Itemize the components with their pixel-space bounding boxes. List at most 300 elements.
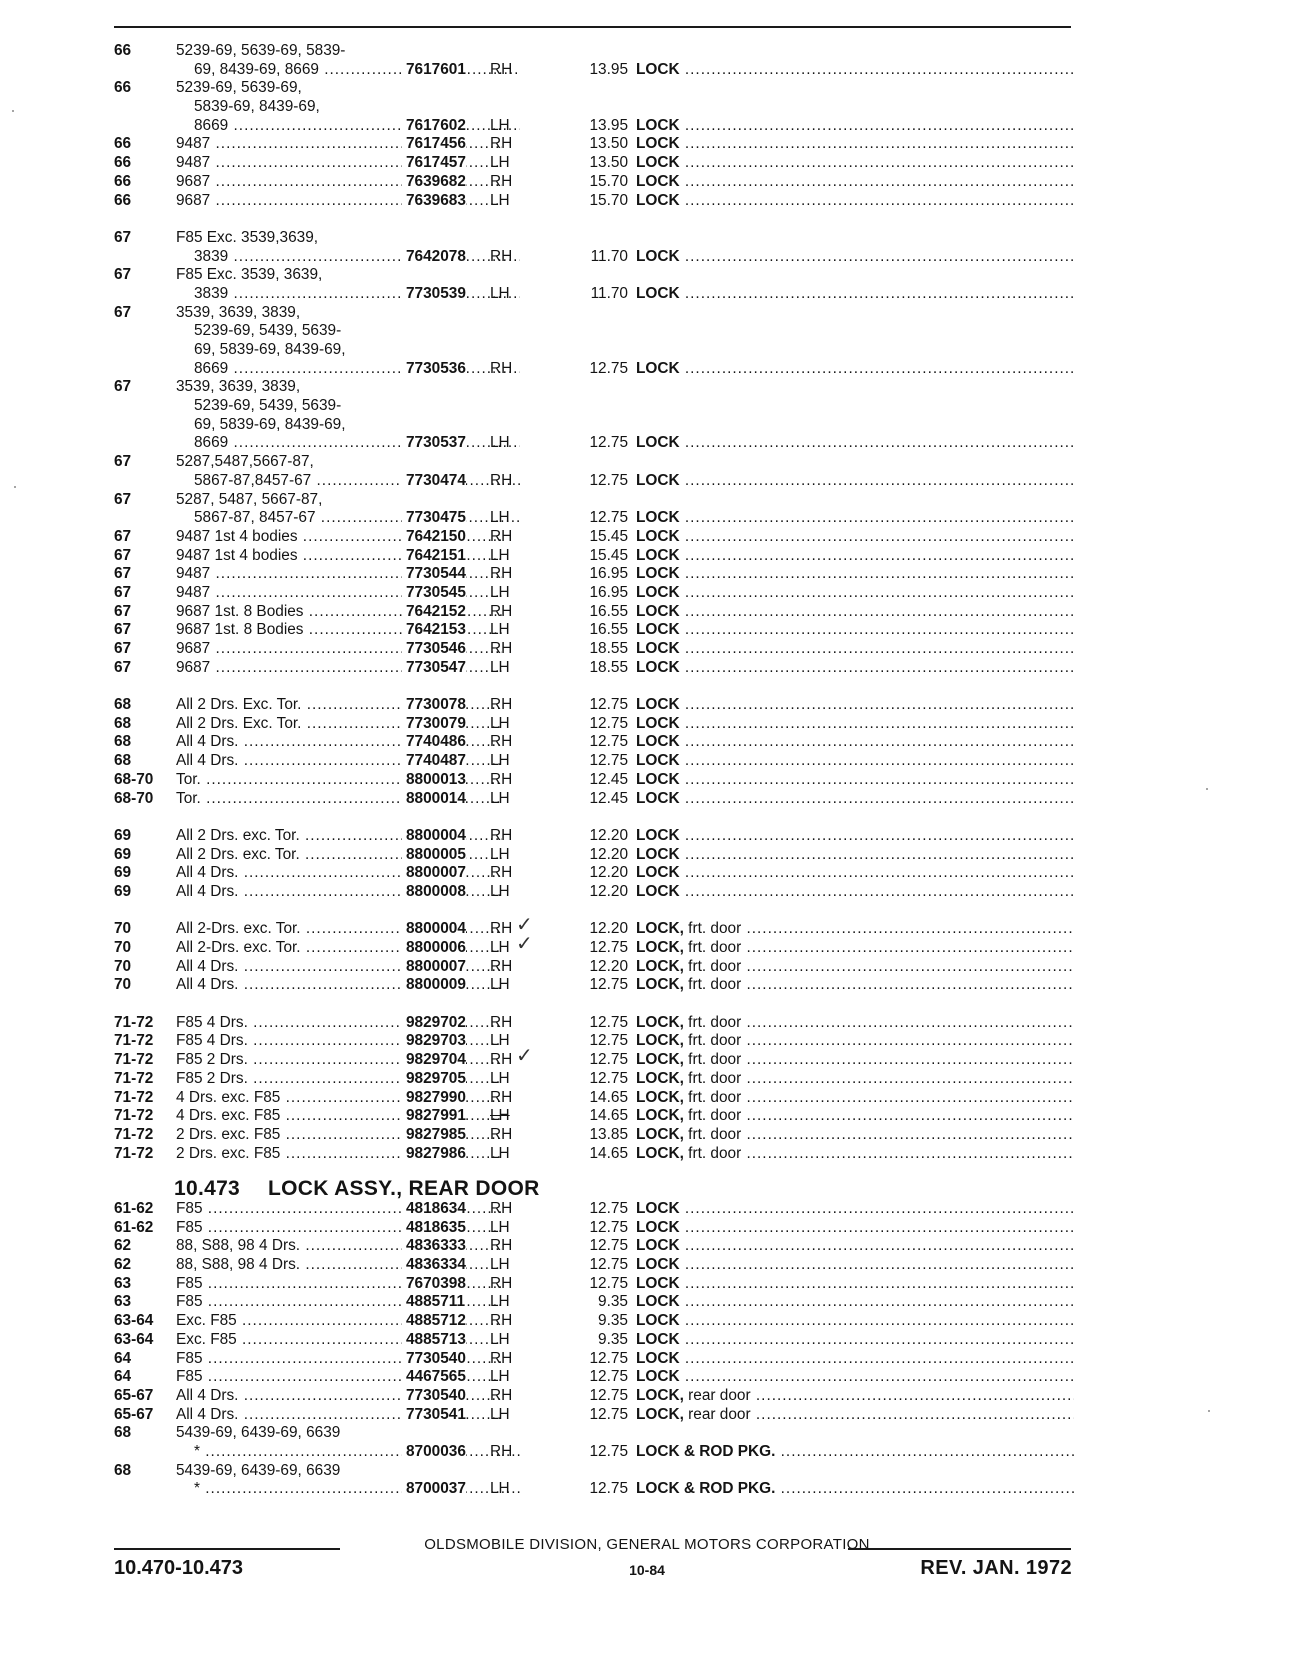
list-price: 12.75 (589, 1051, 628, 1069)
body-description: 8669 ..... (194, 360, 520, 379)
model-year: 66 (114, 42, 132, 59)
list-price: 12.75 (589, 1069, 628, 1087)
part-name (636, 173, 1074, 192)
body-description: 3539, 3639, 3839, (176, 378, 301, 396)
table-row (114, 659, 1074, 678)
part-number: 8800004 (402, 827, 466, 846)
list-price: 12.75 (589, 976, 628, 994)
model-year: 71-72 (114, 1069, 154, 1087)
side-indicator: LH (490, 939, 510, 956)
part-name-keyword: LOCK (636, 621, 680, 639)
body-description: Tor. ..... (176, 771, 502, 790)
row-gap (114, 808, 1074, 827)
table-row (114, 621, 1074, 640)
part-name-keyword: LOCK (636, 658, 680, 676)
part-name (636, 1089, 1074, 1108)
part-number: 7617457 (402, 154, 466, 173)
part-name-keyword: LOCK (636, 1200, 680, 1217)
side-indicator: LH (490, 1368, 510, 1386)
part-name (636, 565, 1074, 584)
part-name-keyword: LOCK, (636, 1051, 684, 1069)
list-price: 9.35 (598, 1330, 628, 1348)
section-title: LOCK ASSY., REAR DOOR (268, 1177, 540, 1200)
list-price: 12.75 (589, 733, 628, 751)
table-row (114, 154, 1074, 173)
table-row-continuation (114, 229, 1074, 248)
part-name-keyword: LOCK, (636, 1088, 684, 1106)
list-price: 14.65 (589, 1107, 628, 1125)
body-description: 9687 ..... (176, 640, 502, 659)
table-row (114, 1145, 1074, 1164)
table-row (114, 135, 1074, 154)
list-price: 12.75 (589, 1349, 628, 1367)
part-name (636, 1350, 1074, 1369)
part-name-keyword: LOCK (636, 1368, 680, 1386)
body-description: F85 ..... (176, 1350, 502, 1369)
list-price: 12.75 (589, 434, 628, 452)
model-year: 61-62 (114, 1218, 154, 1236)
part-name (636, 584, 1074, 603)
list-price: 14.65 (589, 1144, 628, 1162)
table-row (114, 696, 1074, 715)
side-indicator: LH (490, 1293, 510, 1311)
row-gap (114, 902, 1074, 921)
part-name (636, 192, 1074, 211)
list-price: 12.20 (589, 864, 628, 882)
table-row-continuation (114, 397, 1074, 416)
table-row (114, 1045, 1074, 1070)
table-row (114, 248, 1074, 267)
part-name (636, 547, 1074, 566)
body-description: All 4 Drs. ..... (176, 883, 502, 902)
body-description: All 2-Drs. exc. Tor. ..... (176, 920, 502, 939)
model-year: 69 (114, 864, 132, 882)
table-row-continuation (114, 1462, 1074, 1481)
side-indicator: RH (490, 826, 513, 844)
body-description: F85 ..... (176, 1368, 502, 1387)
check-mark-icon: ✓ (516, 933, 533, 955)
part-name-note: frt. door (683, 1051, 742, 1069)
table-row (114, 565, 1074, 584)
part-name-keyword: LOCK, (636, 1069, 684, 1087)
part-name-keyword: LOCK & ROD PKG. (636, 1480, 776, 1498)
part-name (636, 621, 1074, 640)
table-row (114, 1070, 1074, 1089)
list-price: 12.20 (589, 920, 628, 938)
list-price: 12.75 (589, 696, 628, 714)
part-name (636, 1237, 1074, 1256)
list-price: 11.70 (590, 284, 628, 302)
side-indicator: LH (490, 191, 510, 209)
part-name (636, 135, 1074, 154)
body-description: 9487 ..... (176, 565, 502, 584)
body-description: 5239-69, 5439, 5639- (194, 322, 342, 340)
side-indicator: RH (490, 1013, 513, 1031)
model-year: 70 (114, 976, 132, 994)
body-description: 5239-69, 5439, 5639- (194, 397, 342, 415)
body-description: 5439-69, 6439-69, 6639 (176, 1424, 341, 1442)
model-year: 71-72 (114, 1144, 154, 1162)
list-price: 12.75 (589, 509, 628, 527)
list-price: 12.75 (589, 1480, 628, 1498)
body-description: * ..... (194, 1480, 520, 1499)
table-row (114, 117, 1074, 136)
part-name-keyword: LOCK & ROD PKG. (636, 1442, 776, 1460)
table-row (114, 715, 1074, 734)
table-row (114, 173, 1074, 192)
side-indicator: LH (490, 1405, 510, 1423)
table-row-continuation (114, 453, 1074, 472)
body-description: All 4 Drs. ..... (176, 733, 502, 752)
body-description: 8669 ..... (194, 434, 520, 453)
body-description: F85 ..... (176, 1219, 502, 1238)
body-description: 3839 ..... (194, 285, 520, 304)
part-name-note: frt. door (683, 976, 742, 994)
part-name-keyword: LOCK (636, 284, 680, 302)
part-number: 8800004 (402, 920, 466, 939)
part-name (636, 1107, 1074, 1126)
part-number: 8700037 (402, 1480, 466, 1499)
table-row (114, 547, 1074, 566)
part-name (636, 827, 1074, 846)
side-indicator: RH (490, 1051, 513, 1069)
part-name (636, 1368, 1074, 1387)
list-price: 9.35 (598, 1293, 628, 1311)
part-number: 7730544 (402, 565, 466, 584)
body-description: 8669 ..... (194, 117, 520, 136)
part-name-note: frt. door (683, 1107, 742, 1125)
side-indicator: RH (490, 640, 513, 657)
part-name (636, 1256, 1074, 1275)
table-row-continuation (114, 416, 1074, 435)
model-year: 67 (114, 658, 132, 676)
list-price: 12.75 (589, 1218, 628, 1236)
side-indicator: RH (490, 920, 513, 938)
body-description: 2 Drs. exc. F85 ..... (176, 1126, 502, 1145)
body-description: 5239-69, 5639-69, 5839- (176, 42, 346, 59)
part-name-keyword: LOCK (636, 602, 680, 620)
table-row (114, 1089, 1074, 1108)
list-price: 15.70 (589, 172, 628, 190)
list-price: 16.55 (589, 621, 628, 639)
list-price: 14.65 (589, 1088, 628, 1106)
part-number: 9829704 (402, 1051, 466, 1070)
model-year: 67 (114, 453, 132, 471)
list-price: 12.20 (589, 826, 628, 844)
model-year: 62 (114, 1256, 132, 1274)
part-number: 7730540 (402, 1387, 466, 1406)
table-row (114, 976, 1074, 995)
part-name (636, 696, 1074, 715)
part-name-keyword: LOCK (636, 1293, 680, 1311)
part-name (636, 733, 1074, 752)
table-row (114, 1293, 1074, 1312)
part-number: 8800013 (402, 771, 466, 790)
list-price: 12.20 (589, 882, 628, 900)
model-year: 68 (114, 1424, 132, 1442)
body-description: 69, 5839-69, 8439-69, (194, 341, 346, 358)
side-indicator: LH (490, 154, 510, 172)
part-number: 7639683 (402, 192, 466, 211)
table-row-continuation (114, 378, 1074, 397)
part-number: 8800005 (402, 846, 466, 865)
part-name-note: rear door (683, 1405, 751, 1423)
model-year: 71-72 (114, 1107, 154, 1125)
model-year: 63 (114, 1274, 132, 1292)
list-price: 12.75 (589, 1256, 628, 1274)
model-year: 69 (114, 845, 132, 863)
side-indicator: LH (490, 845, 510, 863)
part-name (636, 1200, 1074, 1219)
table-row (114, 1275, 1074, 1294)
body-description: F85 4 Drs. ..... (176, 1014, 502, 1033)
part-name-note: frt. door (683, 920, 742, 938)
part-number: 9827990 (402, 1089, 466, 1108)
table-row (114, 509, 1074, 528)
list-price: 12.75 (589, 1032, 628, 1050)
body-description: F85 4 Drs. ..... (176, 1032, 502, 1051)
list-price: 12.75 (589, 752, 628, 770)
table-row (114, 584, 1074, 603)
model-year: 68 (114, 733, 132, 751)
side-indicator: RH (490, 527, 513, 545)
table-row (114, 790, 1074, 809)
table-row (114, 1219, 1074, 1238)
side-indicator: LH (490, 752, 510, 770)
part-name-keyword: LOCK (636, 471, 680, 489)
scan-speck (12, 110, 14, 112)
part-name (636, 976, 1074, 995)
part-number: 9827985 (402, 1126, 466, 1145)
table-row (114, 1014, 1074, 1033)
part-name (636, 1293, 1074, 1312)
table-row (114, 285, 1074, 304)
body-description: F85 ..... (176, 1275, 502, 1294)
part-name-keyword: LOCK (636, 1330, 680, 1348)
part-name (636, 640, 1074, 659)
part-name (636, 61, 1074, 80)
part-number: 8800007 (402, 864, 466, 883)
list-price: 12.75 (589, 1237, 628, 1255)
list-price: 12.75 (589, 714, 628, 732)
table-row (114, 1256, 1074, 1275)
table-row-continuation (114, 322, 1074, 341)
part-name-keyword: LOCK (636, 583, 680, 601)
part-name (636, 360, 1074, 379)
body-description: 9687 ..... (176, 659, 502, 678)
part-number: 9829703 (402, 1032, 466, 1051)
table-row (114, 1331, 1074, 1350)
part-name-note: frt. door (683, 1088, 742, 1106)
part-number: 7740486 (402, 733, 466, 752)
model-year: 71-72 (114, 1125, 154, 1143)
part-name (636, 715, 1074, 734)
top-rule (114, 26, 1071, 28)
model-year: 61-62 (114, 1200, 154, 1217)
side-indicator: LH (490, 1107, 510, 1125)
part-number: 7730545 (402, 584, 466, 603)
body-description: All 2 Drs. exc. Tor. ..... (176, 827, 502, 846)
row-gap (114, 677, 1074, 696)
part-name-keyword: LOCK (636, 116, 680, 134)
model-year: 71-72 (114, 1032, 154, 1050)
part-name-keyword: LOCK (636, 752, 680, 770)
part-number: 8700036 (402, 1443, 466, 1462)
part-number: 8800014 (402, 790, 466, 809)
part-number: 7730475 (402, 509, 466, 528)
model-year: 67 (114, 527, 132, 545)
model-year: 65-67 (114, 1405, 154, 1423)
side-indicator: RH (490, 864, 513, 882)
part-number: 7642151 (402, 547, 466, 566)
body-description: F85 Exc. 3539,3639, (176, 228, 319, 246)
part-name (636, 752, 1074, 771)
part-name-keyword: LOCK (636, 1256, 680, 1274)
list-price: 15.45 (589, 546, 628, 564)
table-row-continuation (114, 304, 1074, 323)
body-description: All 4 Drs. ..... (176, 1387, 502, 1406)
body-description: 2 Drs. exc. F85 ..... (176, 1145, 502, 1164)
part-name (636, 1032, 1074, 1051)
list-price: 12.20 (589, 957, 628, 975)
table-row (114, 958, 1074, 977)
model-year: 67 (114, 602, 132, 620)
model-year: 70 (114, 920, 132, 938)
part-number: 4818634 (402, 1200, 466, 1219)
table-row (114, 61, 1074, 80)
part-number: 9827986 (402, 1145, 466, 1164)
body-description: 88, S88, 98 4 Drs. ..... (176, 1237, 502, 1256)
part-name-keyword: LOCK, (636, 1013, 684, 1031)
table-row-continuation (114, 1424, 1074, 1443)
part-name-keyword: LOCK (636, 509, 680, 527)
side-indicator: LH (490, 621, 510, 639)
side-indicator: RH (490, 1200, 513, 1217)
part-number: 7730079 (402, 715, 466, 734)
body-description: F85 2 Drs. ..... (176, 1070, 502, 1089)
body-description: 5867-87, 8457-67 ..... (194, 509, 520, 528)
table-row-continuation (114, 79, 1074, 98)
part-number: 9829705 (402, 1070, 466, 1089)
table-row (114, 360, 1074, 379)
model-year: 68-70 (114, 789, 154, 807)
part-name-keyword: LOCK (636, 845, 680, 863)
body-description: F85 2 Drs. ..... (176, 1051, 502, 1070)
table-row (114, 1406, 1074, 1425)
part-name-keyword: LOCK (636, 1218, 680, 1236)
model-year: 66 (114, 191, 132, 209)
part-name-keyword: LOCK (636, 770, 680, 788)
side-indicator: RH (490, 770, 513, 788)
part-number: 4836334 (402, 1256, 466, 1275)
table-row (114, 752, 1074, 771)
table-row (114, 1126, 1074, 1145)
table-row (114, 192, 1074, 211)
part-number: 8800008 (402, 883, 466, 902)
body-description: 5867-87,8457-67 ..... (194, 472, 520, 491)
list-price: 12.45 (589, 789, 628, 807)
model-year: 71-72 (114, 1051, 154, 1069)
scan-speck (14, 486, 16, 488)
side-indicator: RH (490, 602, 513, 620)
part-number: 4885712 (402, 1312, 466, 1331)
part-name-keyword: LOCK (636, 696, 680, 714)
table-row (114, 933, 1074, 958)
part-number: 7730547 (402, 659, 466, 678)
body-description: 5287,5487,5667-87, (176, 453, 314, 471)
part-number: 7642150 (402, 528, 466, 547)
side-indicator: RH (490, 1274, 513, 1292)
body-description: F85 Exc. 3539, 3639, (176, 266, 323, 284)
model-year: 67 (114, 546, 132, 564)
part-name-keyword: LOCK (636, 1312, 680, 1330)
side-indicator: LH (490, 658, 510, 676)
part-number: 8800006 (402, 939, 466, 958)
part-name (636, 883, 1074, 902)
body-description: 5839-69, 8439-69, (194, 98, 320, 116)
model-year: 66 (114, 135, 132, 153)
table-row (114, 1350, 1074, 1369)
part-name (636, 154, 1074, 173)
list-price: 12.75 (589, 1386, 628, 1404)
side-indicator: LH (490, 1144, 510, 1162)
part-name-note: frt. door (683, 1032, 742, 1050)
table-row-continuation (114, 266, 1074, 285)
part-name-note: rear door (683, 1386, 751, 1404)
model-year: 68-70 (114, 770, 154, 788)
part-name-keyword: LOCK, (636, 1144, 684, 1162)
part-name-keyword: LOCK, (636, 1107, 684, 1125)
model-year: 66 (114, 79, 132, 97)
list-price: 12.45 (589, 770, 628, 788)
part-name (636, 1070, 1074, 1089)
table-row (114, 771, 1074, 790)
side-indicator: RH (490, 1442, 513, 1460)
part-name-keyword: LOCK (636, 60, 680, 78)
list-price: 12.75 (589, 1013, 628, 1031)
model-year: 63-64 (114, 1330, 154, 1348)
model-year: 66 (114, 172, 132, 190)
body-description: F85 ..... (176, 1200, 502, 1219)
table-row-continuation (114, 491, 1074, 510)
part-name-keyword: LOCK (636, 864, 680, 882)
list-price: 12.75 (589, 359, 628, 377)
part-name-note: frt. door (683, 1144, 742, 1162)
model-year: 69 (114, 882, 132, 900)
part-name (636, 434, 1074, 453)
part-number: 7617601 (402, 61, 466, 80)
part-name-keyword: LOCK (636, 1274, 680, 1292)
table-row (114, 1200, 1074, 1219)
body-description: 5239-69, 5639-69, (176, 79, 302, 97)
list-price: 13.95 (589, 116, 628, 134)
body-description: 5439-69, 6439-69, 6639 (176, 1461, 341, 1479)
part-name (636, 1331, 1074, 1350)
body-description: 9487 1st 4 bodies ..... (176, 528, 502, 547)
model-year: 68 (114, 714, 132, 732)
check-mark-icon: ✓ (516, 1045, 533, 1068)
part-name (636, 920, 1074, 939)
part-name-keyword: LOCK, (636, 920, 684, 938)
list-price: 12.20 (589, 845, 628, 863)
part-name (636, 1312, 1074, 1331)
list-price: 16.95 (589, 565, 628, 583)
table-row (114, 1443, 1074, 1462)
part-name (636, 117, 1074, 136)
body-description: 9487 ..... (176, 135, 502, 154)
part-name (636, 1051, 1074, 1070)
scan-speck (1206, 788, 1208, 790)
